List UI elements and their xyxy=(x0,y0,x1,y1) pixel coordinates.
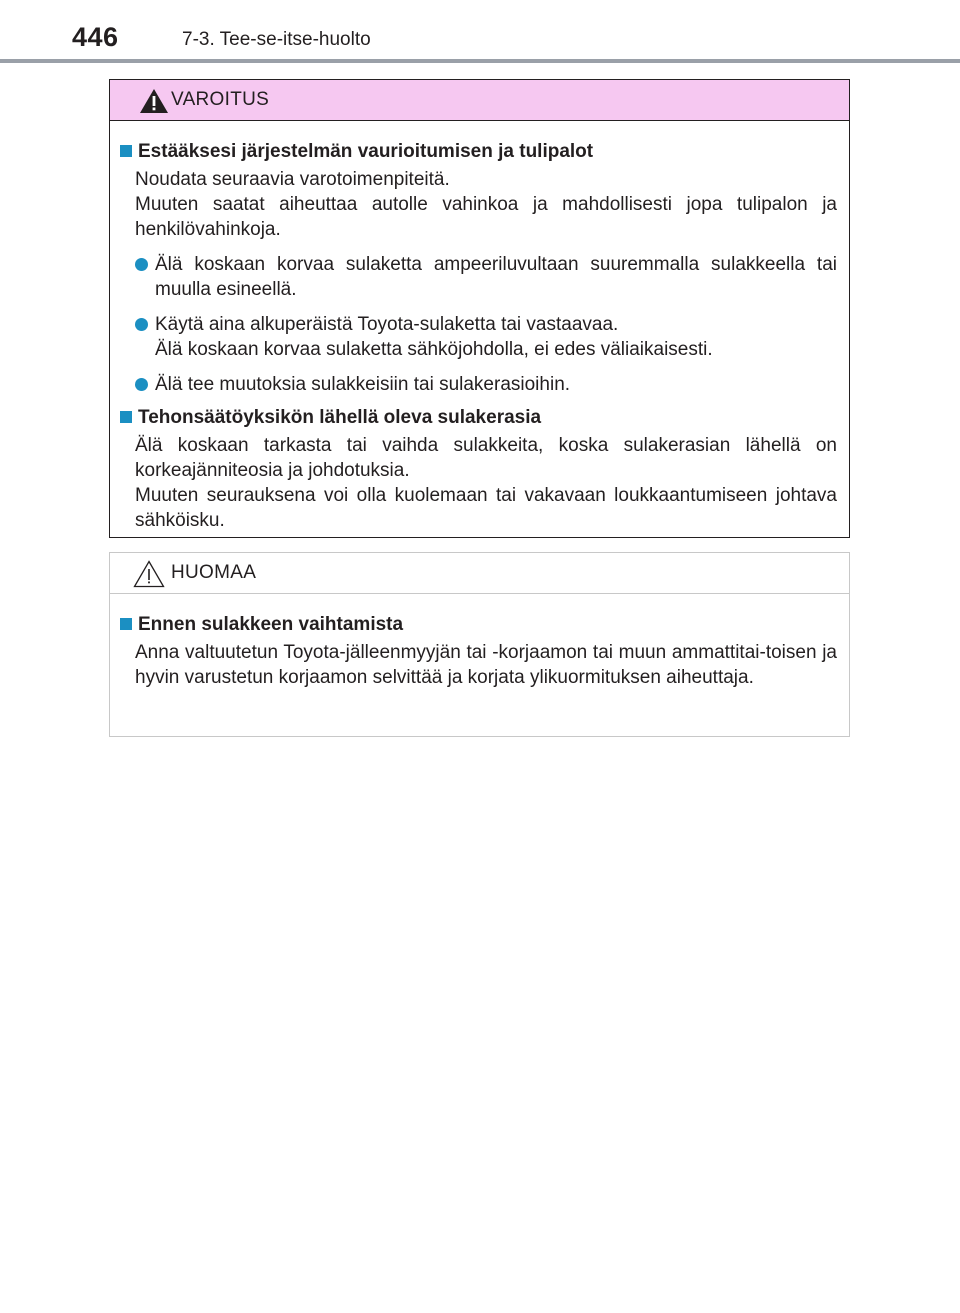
page-number: 446 xyxy=(72,22,119,52)
notice-text-block-1 xyxy=(120,640,837,690)
round-bullet-icon xyxy=(135,318,148,331)
notice-label: HUOMAA xyxy=(171,562,257,583)
warning-box xyxy=(109,79,850,538)
list-item: Käytä aina alkuperäistä Toyota-sulaketta tai vastaavaa. Älä koskaan korvaa sulaketta sähköjohdolla, ei edes väliaikaisesti. xyxy=(120,312,837,362)
notice-header xyxy=(110,553,849,594)
square-bullet-icon xyxy=(120,145,132,157)
paragraph: Anna valtuutetun Toyota-jälleenmyyjän tai -korjaamon tai muun ammattitai-toisen ja hyvin varustetun korjaamon selvittää ja korjata ylikuormituksen aiheuttaja. xyxy=(135,642,837,688)
square-bullet-icon xyxy=(120,618,132,630)
list-item: Älä tee muutoksia sulakkeisiin tai sulakerasioihin. xyxy=(120,372,837,397)
header-divider xyxy=(0,59,960,63)
list-item: Älä koskaan korvaa sulaketta ampeeriluvultaan suuremmalla sulakkeella tai muulla esineellä. xyxy=(120,252,837,302)
paragraph: Älä koskaan tarkasta tai vaihda sulakkeita, koska sulakerasian lähellä on korkeajänniteosia ja johdotuksia. xyxy=(135,435,837,481)
warning-header xyxy=(110,80,849,121)
warning-text-block-1 xyxy=(120,167,837,242)
caution-triangle-icon xyxy=(133,560,165,588)
page-header xyxy=(0,0,960,52)
notice-heading-1: Ennen sulakkeen vaihtamista xyxy=(120,612,837,637)
round-bullet-icon xyxy=(135,258,148,271)
warning-heading-2: Tehonsäätöyksikön lähellä oleva sulakerasia xyxy=(120,405,837,430)
warning-text-block-2 xyxy=(120,433,837,533)
warning-heading-1: Estääksesi järjestelmän vaurioitumisen ja tulipalot xyxy=(120,139,837,164)
square-bullet-icon xyxy=(120,411,132,423)
warning-label: VAROITUS xyxy=(171,89,270,110)
warning-triangle-icon xyxy=(139,88,169,114)
notice-body xyxy=(110,594,849,690)
paragraph: Noudata seuraavia varotoimenpiteitä. xyxy=(135,169,450,190)
section-title: 7-3. Tee-se-itse-huolto xyxy=(182,29,371,50)
paragraph: Muuten seurauksena voi olla kuolemaan tai vakavaan loukkaantumiseen johtava sähköisku. xyxy=(135,485,837,531)
paragraph: Muuten saatat aiheuttaa autolle vahinkoa ja mahdollisesti jopa tulipalon ja henkilövahinkoja. xyxy=(135,194,837,240)
notice-box xyxy=(109,552,850,737)
round-bullet-icon xyxy=(135,378,148,391)
warning-body xyxy=(110,121,849,533)
